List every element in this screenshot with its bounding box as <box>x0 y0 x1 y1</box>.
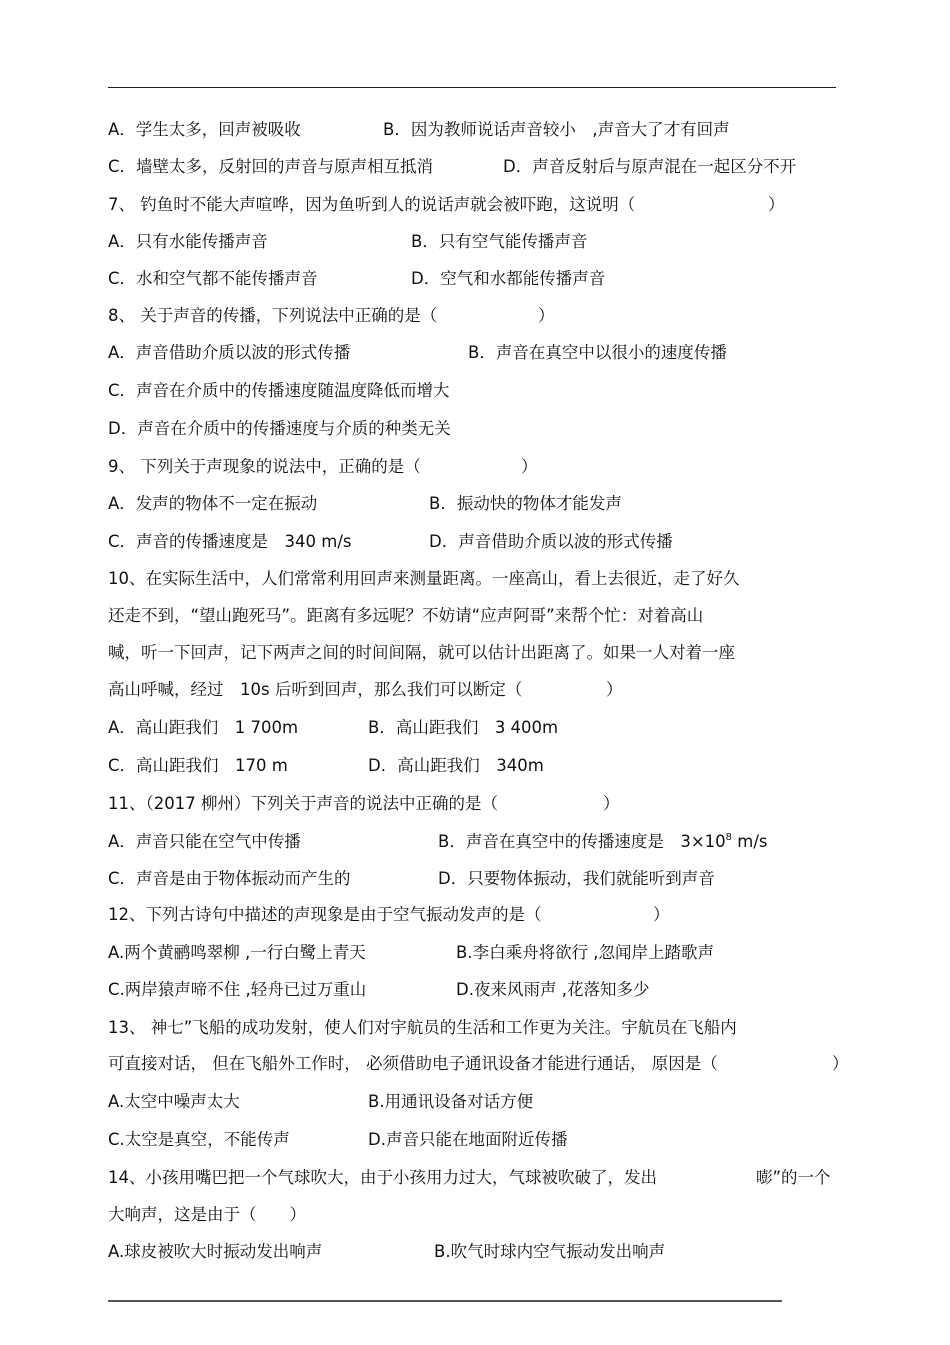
q8-option-a: A．声音借助介质以波的形式传播 <box>108 343 351 362</box>
q8-option-b: B．声音在真空中以很小的速度传播 <box>468 343 727 362</box>
top-rule <box>108 87 836 88</box>
q11-option-b-unit: m/s <box>732 832 768 851</box>
q7-stem-close: ） <box>768 195 785 214</box>
q11-stem-close: ） <box>603 794 620 813</box>
q9-option-b: B．振动快的物体才能发声 <box>429 494 622 513</box>
q13-option-a: A.太空中噪声太大 <box>108 1092 240 1111</box>
q9-option-c: C．声音的传播速度是 340 m/s <box>108 532 352 551</box>
q8-stem-close: ） <box>538 306 555 325</box>
q9-option-a: A．发声的物体不一定在振动 <box>108 494 318 513</box>
q11-stem: 11、（2017 柳州）下列关于声音的说法中正确的是（ <box>108 794 498 813</box>
q7-stem: 7、 钓鱼时不能大声喧哗，因为鱼听到人的说话声就会被吓跑，这说明（ <box>108 195 636 214</box>
q12-option-a: A.两个黄鹂鸣翠柳 ,一行白鹭上青天 <box>108 943 366 962</box>
q13-option-c: C.太空是真空，不能传声 <box>108 1130 290 1149</box>
q11-option-b-exponent: 8 <box>725 832 733 843</box>
q13-option-d: D.声音只能在地面附近传播 <box>368 1130 568 1149</box>
q13-option-b: B.用通讯设备对话方便 <box>368 1092 534 1111</box>
q12-option-c: C.两岸猿声啼不住 ,轻舟已过万重山 <box>108 980 367 999</box>
q10-stem-line4: 高山呼喊，经过 10s 后听到回声，那么我们可以断定（ <box>108 680 523 699</box>
q9-stem: 9、 下列关于声现象的说法中，正确的是（ <box>108 457 421 476</box>
q7-option-d: D．空气和水都能传播声音 <box>411 269 606 288</box>
q10-stem-line3: 喊，听一下回声，记下两声之间的时间间隔，就可以估计出距离了。如果一人对着一座 <box>108 643 735 662</box>
q12-option-b: B.李白乘舟将欲行 ,忽闻岸上踏歌声 <box>456 943 715 962</box>
q10-option-b: B．高山距我们 3 400m <box>368 718 559 737</box>
q6-option-d: D．声音反射后与原声混在一起区分不开 <box>503 157 797 176</box>
q12-option-d: D.夜来风雨声 ,花落知多少 <box>456 980 650 999</box>
q6-option-a: A．学生太多，回声被吸收 <box>108 120 301 139</box>
q8-option-c: C．声音在介质中的传播速度随温度降低而增大 <box>108 381 450 400</box>
q8-stem: 8、 关于声音的传播，下列说法中正确的是（ <box>108 306 438 325</box>
q14-option-a: A.球皮被吹大时振动发出响声 <box>108 1242 323 1261</box>
q14-stem-line1: 14、小孩用嘴巴把一个气球吹大，由于小孩用力过大，气球被吹破了，发出 <box>108 1168 657 1187</box>
q10-stem-line1: 10、在实际生活中，人们常常利用回声来测量距离。一座高山，看上去很近，走了好久 <box>108 569 740 588</box>
q11-option-a: A．声音只能在空气中传播 <box>108 832 301 851</box>
q14-option-b: B.吹气时球内空气振动发出响声 <box>434 1242 666 1261</box>
q11-option-b <box>438 831 768 853</box>
q7-option-b: B．只有空气能传播声音 <box>411 232 588 251</box>
q9-stem-close: ） <box>521 457 538 476</box>
q14-stem-line1-tail: 嘭”的一个 <box>756 1168 831 1187</box>
q10-option-a: A．高山距我们 1 700m <box>108 718 299 737</box>
q12-stem: 12、下列古诗句中描述的声现象是由于空气振动发声的是（ <box>108 905 542 924</box>
q7-option-c: C．水和空气都不能传播声音 <box>108 269 318 288</box>
q6-option-b: B．因为教师说话声音较小 ,声音大了才有回声 <box>383 120 730 139</box>
q13-stem-line1: 13、 神七”飞船的成功发射，使人们对宇航员的生活和工作更为关注。宇航员在飞船内 <box>108 1018 737 1037</box>
q12-stem-close: ） <box>653 905 670 924</box>
q10-option-c: C．高山距我们 170 m <box>108 756 288 775</box>
q11-option-c: C．声音是由于物体振动而产生的 <box>108 869 351 888</box>
q13-stem-close: ） <box>832 1054 849 1073</box>
q7-option-a: A．只有水能传播声音 <box>108 232 268 251</box>
q6-option-c: C．墙壁太多，反射回的声音与原声相互抵消 <box>108 157 434 176</box>
q10-stem-close: ） <box>606 680 623 699</box>
bottom-rule <box>108 1300 782 1302</box>
q14-stem-line2: 大响声，这是由于（ ） <box>108 1205 306 1224</box>
q10-option-d: D．高山距我们 340m <box>368 756 544 775</box>
q13-stem-line2: 可直接对话， 但在飞船外工作时， 必须借助电子通讯设备才能进行通话， 原因是（ <box>108 1054 718 1073</box>
q10-stem-line2: 还走不到，“望山跑死马”。距离有多远呢？不妨请“应声阿哥”来帮个忙：对着高山 <box>108 606 704 625</box>
q9-option-d: D．声音借助介质以波的形式传播 <box>429 532 673 551</box>
q11-option-d: D．只要物体振动，我们就能听到声音 <box>438 869 715 888</box>
q11-option-b-text: B．声音在真空中的传播速度是 3×10 <box>438 832 726 851</box>
q8-option-d: D．声音在介质中的传播速度与介质的种类无关 <box>108 419 451 438</box>
